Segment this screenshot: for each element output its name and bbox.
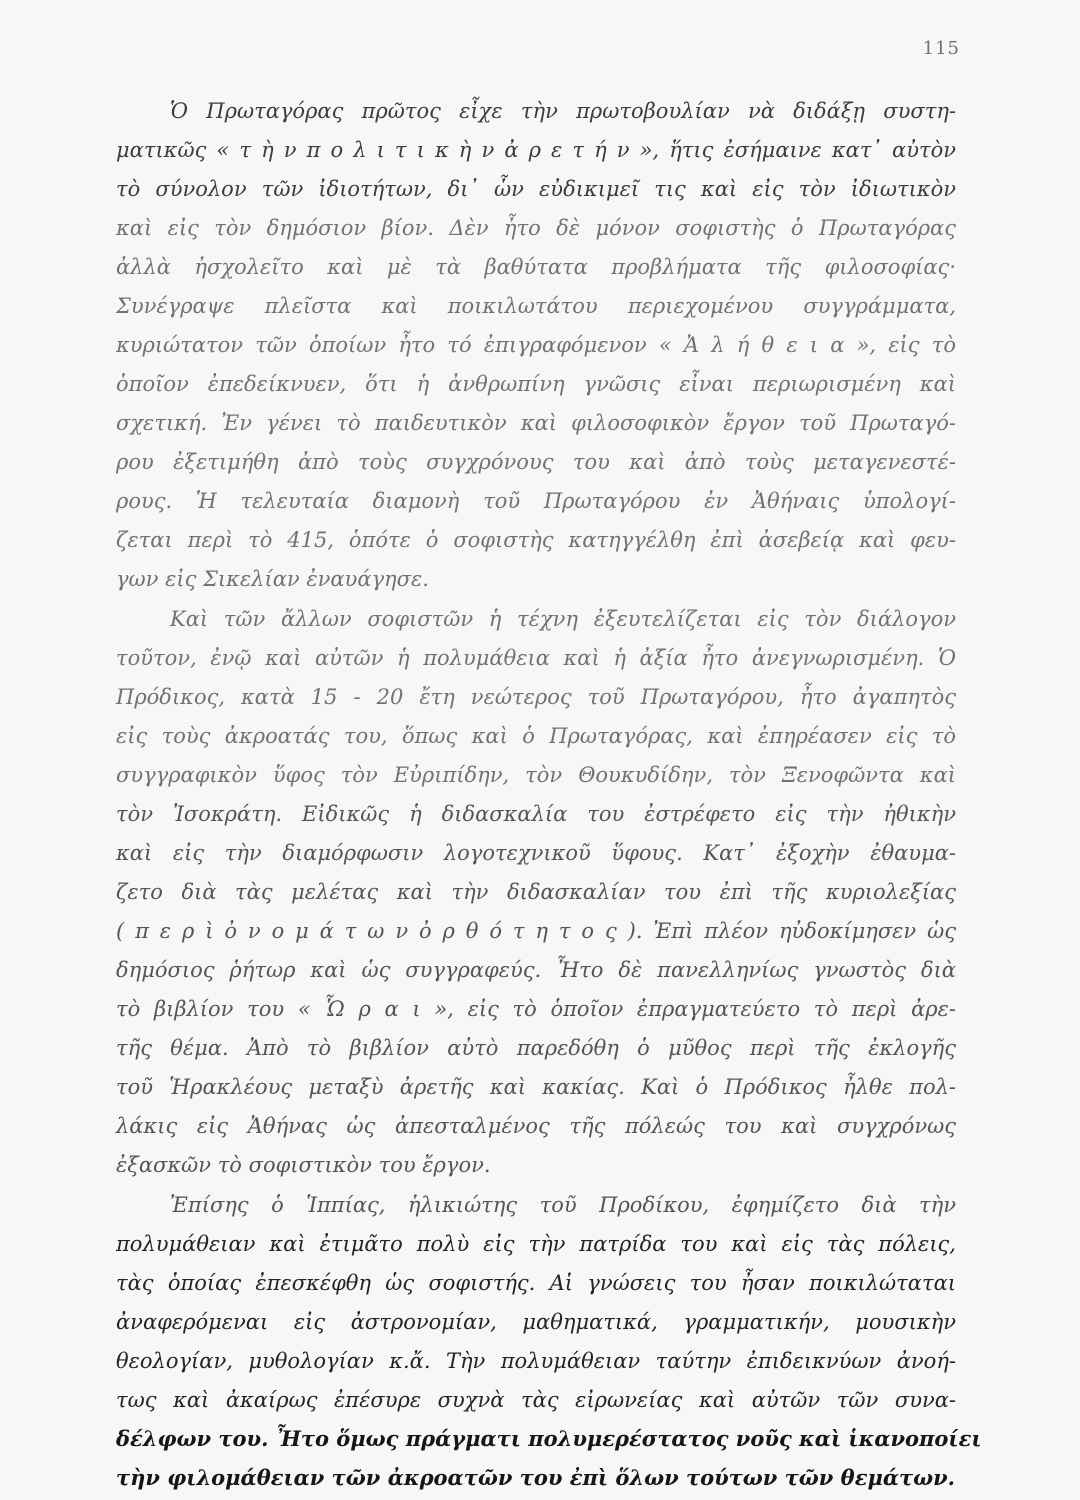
- text-line: ζετο διὰ τὰς μελέτας καὶ τὴν διδασκαλίαν του ἐπὶ τῆς κυριολεξίας: [116, 880, 956, 904]
- text-line: δημόσιος ῥήτωρ καὶ ὡς συγγραφεύς. Ἦτο δὲ πανελληνίως γνωστὸς διὰ: [116, 958, 956, 982]
- text-line: Καὶ τῶν ἄλλων σοφιστῶν ἡ τέχνη ἐξευτελίζεται εἰς τὸν διάλογον: [170, 607, 956, 631]
- text-line: τὰς ὁποίας ἐπεσκέφθη ὡς σοφιστής. Αἱ γνώσεις του ἦσαν ποικιλώταται: [116, 1271, 956, 1295]
- text-line: τοῦ Ἡρακλέους μεταξὺ ἀρετῆς καὶ κακίας. Καὶ ὁ Πρόδικος ἦλθε πολ-: [116, 1075, 956, 1099]
- text-line: ὁποῖον ἐπεδείκνυεν, ὅτι ἡ ἀνθρωπίνη γνῶσις εἶναι περιωρισμένη καὶ: [116, 372, 956, 396]
- text-line: συγγραφικὸν ὕφος τὸν Εὐριπίδην, τὸν Θουκυδίδην, τὸν Ξενοφῶντα καὶ: [116, 763, 956, 787]
- text-line: ἐξασκῶν τὸ σοφιστικὸν του ἔργον.: [116, 1153, 491, 1177]
- text-line: θεολογίαν, μυθολογίαν κ.ἄ. Τὴν πολυμάθειαν ταύτην ἐπιδεικνύων ἀνοή-: [116, 1349, 956, 1373]
- text-line: τὴν φιλομάθειαν τῶν ἀκροατῶν του ἐπὶ ὅλων τούτων τῶν θεμάτων.: [116, 1465, 955, 1490]
- text-line: εἰς τοὺς ἀκροατάς του, ὅπως καὶ ὁ Πρωταγόρας, καὶ ἐπηρέασεν εἰς τὸ: [116, 724, 956, 748]
- text-line: ἀναφερόμεναι εἰς ἀστρονομίαν, μαθηματικά, γραμματικήν, μουσικὴν: [116, 1310, 956, 1334]
- text-line: τοῦτον, ἐνῷ καὶ αὐτῶν ἡ πολυμάθεια καὶ ἡ ἀξία ἦτο ἀνεγνωρισμένη. Ὁ: [116, 646, 956, 670]
- text-line: πολυμάθειαν καὶ ἐτιμᾶτο πολὺ εἰς τὴν πατρίδα του καὶ εἰς τὰς πόλεις,: [116, 1232, 956, 1256]
- text-line: τως καὶ ἀκαίρως ἐπέσυρε συχνὰ τὰς εἰρωνείας καὶ αὐτῶν τῶν συνα-: [116, 1388, 956, 1412]
- text-line: ρου ἐξετιμήθη ἀπὸ τοὺς συγχρόνους του καὶ ἀπὸ τοὺς μεταγενεστέ-: [116, 450, 956, 474]
- text-line: τὸ βιβλίον του « Ὧ ρ α ι », εἰς τὸ ὁποῖον ἐπραγματεύετο τὸ περὶ ἀρε-: [116, 997, 956, 1021]
- text-line: γων εἰς Σικελίαν ἐναυάγησε.: [116, 567, 429, 591]
- page-number: 115: [922, 38, 960, 59]
- text-line: τῆς θέμα. Ἀπὸ τὸ βιβλίον αὐτὸ παρεδόθη ὁ μῦθος περὶ τῆς ἐκλογῆς: [116, 1036, 956, 1060]
- text-line: καὶ εἰς τὴν διαμόρφωσιν λογοτεχνικοῦ ὕφους. Κατ᾽ ἐξοχὴν ἐθαυμα-: [116, 841, 956, 865]
- text-line: Ὁ Πρωταγόρας πρῶτος εἶχε τὴν πρωτοβουλίαν νὰ διδάξῃ συστη-: [170, 99, 956, 123]
- text-line: Συνέγραψε πλεῖστα καὶ ποικιλωτάτου περιεχομένου συγγράμματα,: [116, 294, 956, 318]
- text-line: καὶ εἰς τὸν δημόσιον βίον. Δὲν ἦτο δὲ μόνον σοφιστὴς ὁ Πρωταγόρας: [116, 216, 956, 240]
- text-line: ἀλλὰ ἠσχολεῖτο καὶ μὲ τὰ βαθύτατα προβλήματα τῆς φιλοσοφίας·: [116, 255, 956, 279]
- text-line: λάκις εἰς Ἀθήνας ὡς ἀπεσταλμένος τῆς πόλεώς του καὶ συγχρόνως: [116, 1114, 956, 1138]
- text-line: ( π ε ρ ὶ ὀ ν ο μ ά τ ω ν ὀ ρ θ ό τ η τ ο ς ). Ἐπὶ πλέον ηὐδοκίμησεν ὡς: [116, 919, 956, 943]
- text-line: τὸ σύνολον τῶν ἰδιοτήτων, δι᾽ ὧν εὐδικιμεῖ τις καὶ εἰς τὸν ἰδιωτικὸν: [116, 177, 956, 201]
- text-line: ματικῶς « τ ὴ ν π ο λ ι τ ι κ ὴ ν ἀ ρ ε τ ή ν », ἥτις ἐσήμαινε κατ᾽ αὐτὸν: [116, 138, 956, 162]
- text-line: Πρόδικος, κατὰ 15 - 20 ἔτη νεώτερος τοῦ Πρωταγόρου, ἦτο ἀγαπητὸς: [116, 685, 956, 709]
- text-line: δέλφων του. Ἦτο ὅμως πράγματι πολυμερέστατος νοῦς καὶ ἱκανοποίει: [116, 1426, 982, 1451]
- text-line: κυριώτατον τῶν ὁποίων ἦτο τό ἐπιγραφόμενον « Ἀ λ ή θ ε ι α », εἰς τὸ: [116, 333, 956, 357]
- text-line: ρους. Ἡ τελευταία διαμονὴ τοῦ Πρωταγόρου ἐν Ἀθήναις ὑπολογί-: [116, 489, 956, 513]
- text-line: Ἐπίσης ὁ Ἱππίας, ἡλικιώτης τοῦ Προδίκου, ἐφημίζετο διὰ τὴν: [170, 1193, 956, 1217]
- text-line: τὸν Ἰσοκράτη. Εἰδικῶς ἡ διδασκαλία του ἐστρέφετο εἰς τὴν ἠθικὴν: [116, 802, 956, 826]
- text-line: σχετική. Ἐν γένει τὸ παιδευτικὸν καὶ φιλοσοφικὸν ἔργον τοῦ Πρωταγό-: [116, 411, 956, 435]
- text-line: ζεται περὶ τὸ 415, ὁπότε ὁ σοφιστὴς κατηγγέλθη ἐπὶ ἀσεβείᾳ καὶ φευ-: [116, 528, 956, 552]
